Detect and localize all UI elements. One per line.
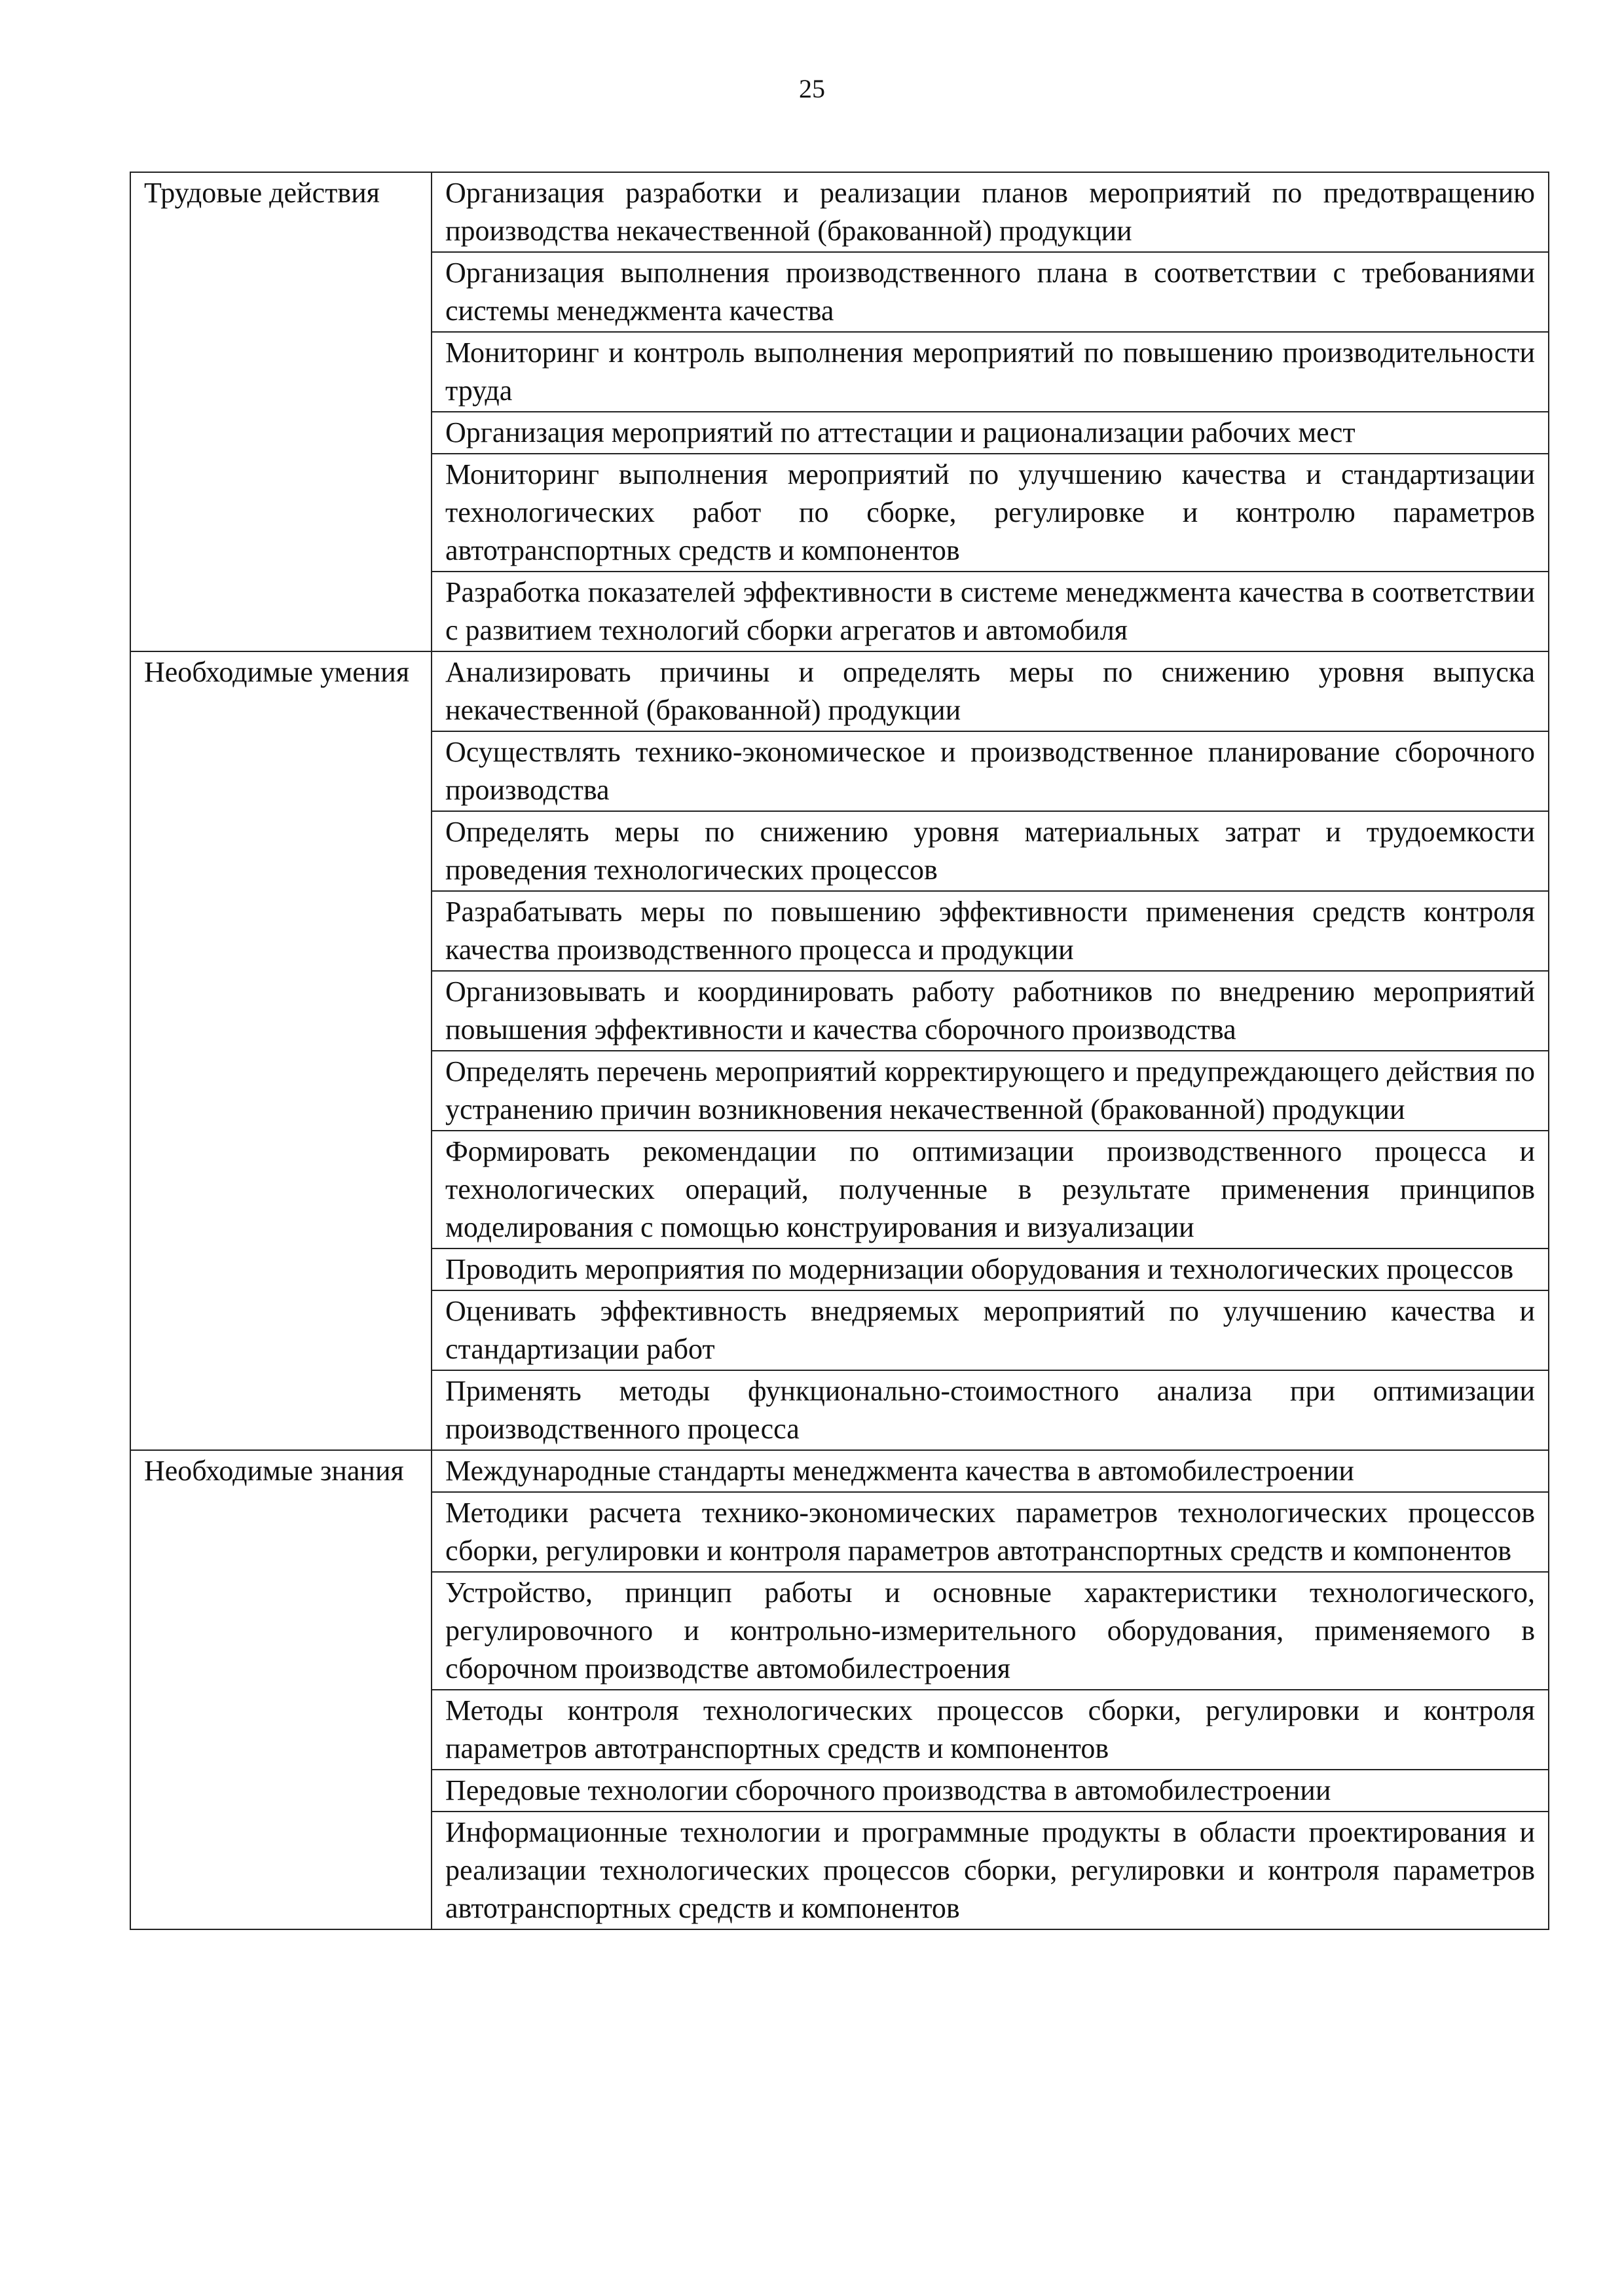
table-cell: Мониторинг выполнения мероприятий по улучшению качества и стандартизации технологических работ по сборке, регулировке и контролю параметров автотранспортных средств и компонентов [432,454,1549,572]
table-cell: Мониторинг и контроль выполнения мероприятий по повышению производительности труда [432,332,1549,412]
table-cell: Разработка показателей эффективности в системе менеджмента качества в соответствии с развитием технологий сборки агрегатов и автомобиля [432,572,1549,651]
table-cell: Методы контроля технологических процессов сборки, регулировки и контроля параметров автотранспортных средств и компонентов [432,1690,1549,1770]
table-cell: Передовые технологии сборочного производства в автомобилестроении [432,1770,1549,1812]
table-cell: Анализировать причины и определять меры по снижению уровня выпуска некачественной (бракованной) продукции [432,651,1549,731]
table-cell: Информационные технологии и программные продукты в области проектирования и реализации технологических процессов сборки, регулировки и контроля параметров автотранспортных средств и компонентов [432,1812,1549,1929]
table-cell: Разрабатывать меры по повышению эффективности применения средств контроля качества производственного процесса и продукции [432,891,1549,971]
table-cell: Организовывать и координировать работу работников по внедрению мероприятий повышения эффективности и качества сборочного производства [432,971,1549,1051]
table-cell: Международные стандарты менеджмента качества в автомобилестроении [432,1450,1549,1492]
table-cell: Оценивать эффективность внедряемых мероприятий по улучшению качества и стандартизации работ [432,1290,1549,1370]
page-number: 25 [799,74,825,103]
table-cell: Определять меры по снижению уровня материальных затрат и трудоемкости проведения технологических процессов [432,811,1549,891]
requirements-table [130,172,1549,1930]
requirements-table-body [130,172,1549,1929]
section-label-skills: Необходимые умения [130,651,432,1450]
table-cell: Устройство, принцип работы и основные характеристики технологического, регулировочного и контрольно-измерительного оборудования, применяемого в сборочном производстве автомобилестроения [432,1572,1549,1690]
table-cell: Организация разработки и реализации планов мероприятий по предотвращению производства некачественной (бракованной) продукции [432,172,1549,252]
table-cell: Формировать рекомендации по оптимизации производственного процесса и технологических операций, полученные в результате применения принципов моделирования с помощью конструирования и визуализации [432,1131,1549,1248]
table-cell: Определять перечень мероприятий корректирующего и предупреждающего действия по устранению причин возникновения некачественной (бракованной) продукции [432,1051,1549,1131]
table-row [130,1450,1549,1492]
table-row [130,651,1549,731]
table-cell: Методики расчета технико-экономических параметров технологических процессов сборки, регулировки и контроля параметров автотранспортных средств и компонентов [432,1492,1549,1572]
table-row [130,172,1549,252]
table-cell: Организация мероприятий по аттестации и рационализации рабочих мест [432,412,1549,454]
section-label-knowledge: Необходимые знания [130,1450,432,1929]
table-cell: Проводить мероприятия по модернизации оборудования и технологических процессов [432,1248,1549,1290]
table-cell: Организация выполнения производственного плана в соответствии с требованиями системы менеджмента качества [432,252,1549,332]
section-label-labor-actions: Трудовые действия [130,172,432,651]
table-cell: Осуществлять технико-экономическое и производственное планирование сборочного производства [432,731,1549,811]
table-cell: Применять методы функционально-стоимостного анализа при оптимизации производственного процесса [432,1370,1549,1450]
